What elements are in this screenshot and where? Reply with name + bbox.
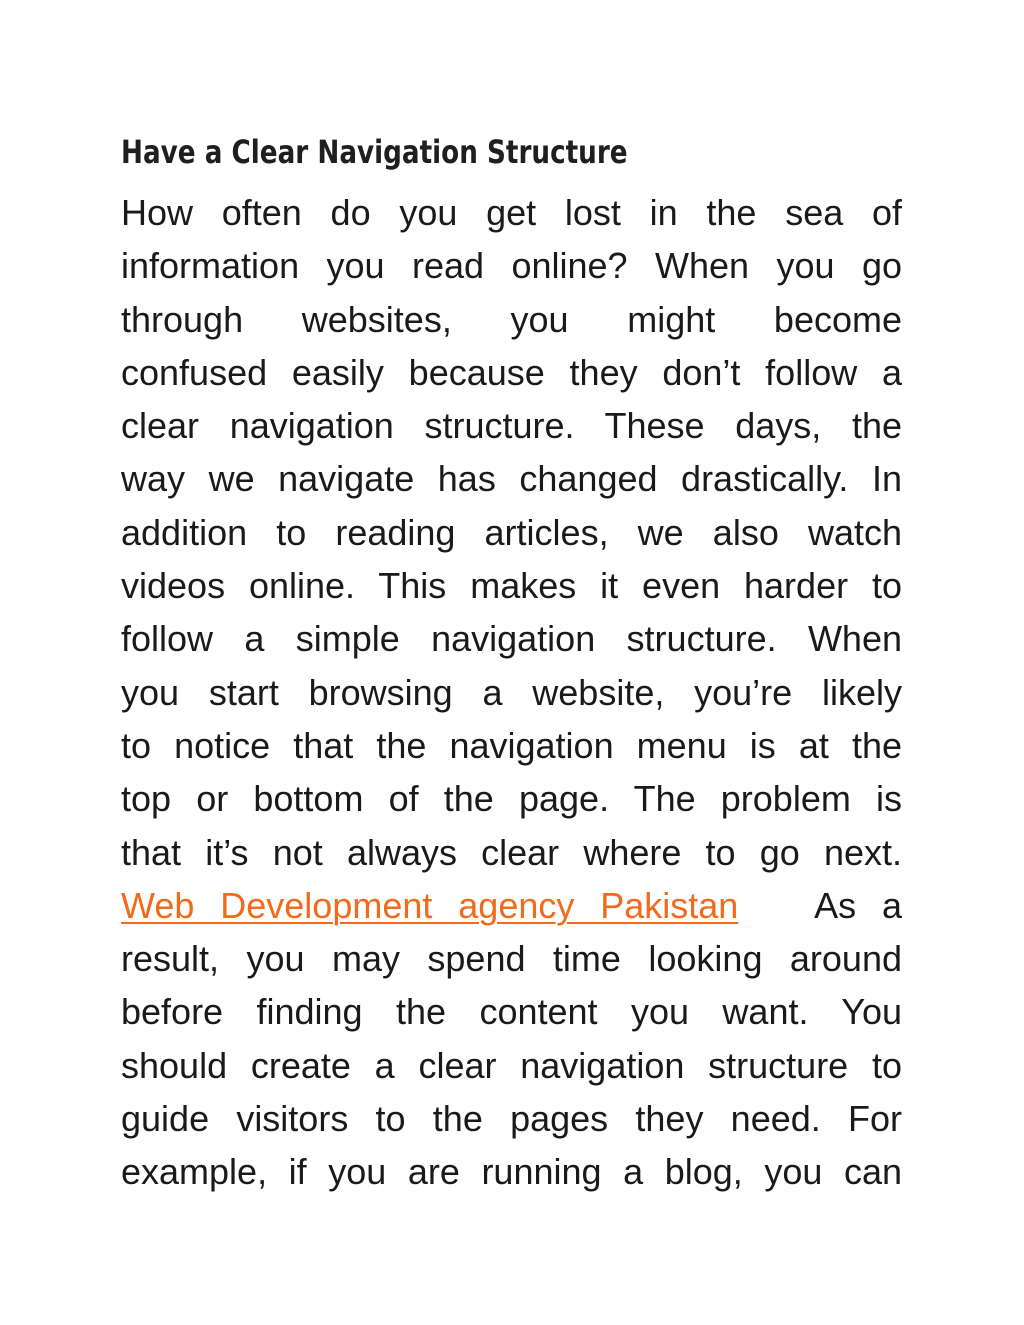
paragraph-line: guide visitors to the pages they need. For (121, 1098, 902, 1140)
paragraph-line: follow a simple navigation structure. When (121, 618, 902, 660)
body-paragraph (121, 186, 902, 1199)
web-development-agency-link[interactable]: Web Development agency Pakistan (121, 884, 739, 926)
paragraph-line: addition to reading articles, we also watch (121, 511, 902, 553)
link-line-suffix: As a (814, 884, 902, 926)
paragraph-line: way we navigate has changed drastically. In (121, 458, 902, 500)
paragraph-line: you start browsing a website, you’re likely (121, 671, 902, 713)
paragraph-line: result, you may spend time looking around (121, 938, 902, 980)
paragraph-line: through websites, you might become (121, 298, 902, 340)
paragraph-line: confused easily because they don’t follow a (121, 351, 902, 393)
paragraph-line: information you read online? When you go (121, 245, 902, 287)
paragraph-line: before finding the content you want. You (121, 991, 902, 1033)
paragraph-line: should create a clear navigation structure to (121, 1044, 902, 1086)
paragraph-line: to notice that the navigation menu is at the (121, 724, 902, 766)
paragraph-line: that it’s not always clear where to go next. (121, 831, 902, 873)
paragraph-line: How often do you get lost in the sea of (121, 192, 902, 233)
paragraph-line: example, if you are running a blog, you can (121, 1151, 902, 1193)
paragraph-line: top or bottom of the page. The problem is (121, 778, 902, 820)
paragraph-line: videos online. This makes it even harder to (121, 565, 902, 607)
paragraph-line: clear navigation structure. These days, the (121, 405, 902, 447)
link-line (121, 879, 902, 932)
section-heading: Have a Clear Navigation Structure (121, 133, 628, 171)
